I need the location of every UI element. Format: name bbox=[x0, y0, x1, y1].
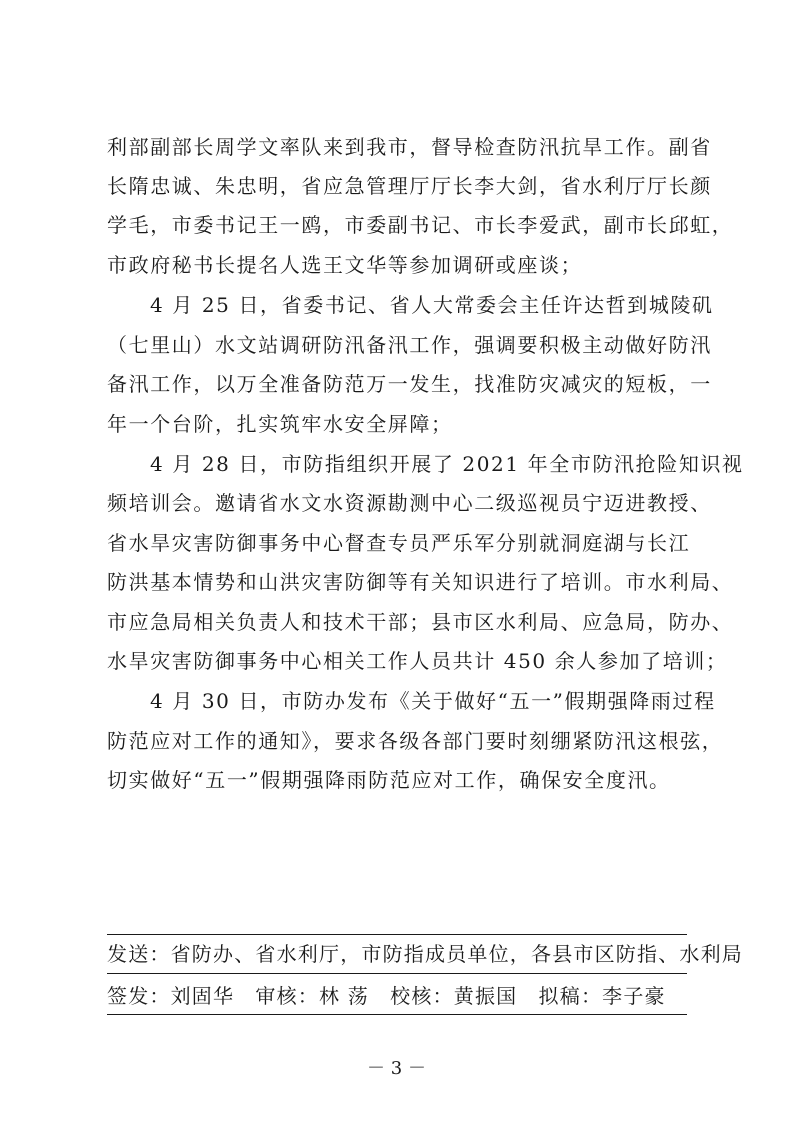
body-line: 市政府秘书长提名人选王文华等参加调研或座谈； bbox=[107, 253, 583, 277]
body-line: 频培训会。邀请省水文水资源勘测中心二级巡视员宁迈进教授、 bbox=[107, 491, 712, 515]
signoff-line: 签发：刘固华 审核：林 荡 校核：黄振国 拟稿：李子豪 bbox=[107, 984, 666, 1008]
body-line: 年一个台阶，扎实筑牢水安全屏障； bbox=[107, 412, 453, 436]
body-line: 防洪基本情势和山洪灾害防御等有关知识进行了培训。市水利局、 bbox=[107, 570, 734, 594]
body-line: 防范应对工作的通知》，要求各级各部门要时刻绷紧防汛这根弦， bbox=[107, 729, 724, 753]
footer-top-rule bbox=[107, 934, 687, 935]
body-line: 4 月 30 日，市防办发布《关于做好“五一”假期强降雨过程 bbox=[150, 689, 716, 713]
body-line: 水旱灾害防御事务中心相关工作人员共计 450 余人参加了培训； bbox=[107, 649, 728, 673]
body-line: 利部副部长周学文率队来到我市，督导检查防汛抗旱工作。副省 bbox=[107, 135, 712, 159]
distribution-line: 发送：省防办、省水利厅，市防指成员单位，各县市区防指、水利局 bbox=[107, 942, 743, 966]
footer-bottom-rule bbox=[107, 1014, 687, 1015]
body-line: 学毛，市委书记王一鸥，市委副书记、市长李爱武，副市长邱虹， bbox=[107, 213, 734, 237]
body-line: 4 月 25 日，省委书记、省人大常委会主任许达哲到城陵矶 bbox=[150, 293, 714, 317]
body-line: 长隋忠诚、朱忠明，省应急管理厅厅长李大剑，省水利厅厅长颜 bbox=[107, 174, 712, 198]
body-line: 备汛工作，以万全准备防范万一发生，找准防灾减灾的短板，一 bbox=[107, 372, 712, 396]
footer-middle-rule bbox=[107, 973, 687, 974]
body-line: 切实做好“五一”假期强降雨防范应对工作，确保安全度汛。 bbox=[107, 768, 671, 792]
body-line: （七里山）水文站调研防汛备汛工作，强调要积极主动做好防汛 bbox=[107, 333, 712, 357]
body-line: 省水旱灾害防御事务中心督查专员严乐军分别就洞庭湖与长江 bbox=[107, 531, 691, 555]
body-line: 4 月 28 日，市防指组织开展了 2021 年全市防汛抢险知识视 bbox=[150, 452, 744, 476]
page-number: － 3 － bbox=[367, 1058, 426, 1079]
body-line: 市应急局相关负责人和技术干部；县市区水利局、应急局，防办、 bbox=[107, 610, 734, 634]
